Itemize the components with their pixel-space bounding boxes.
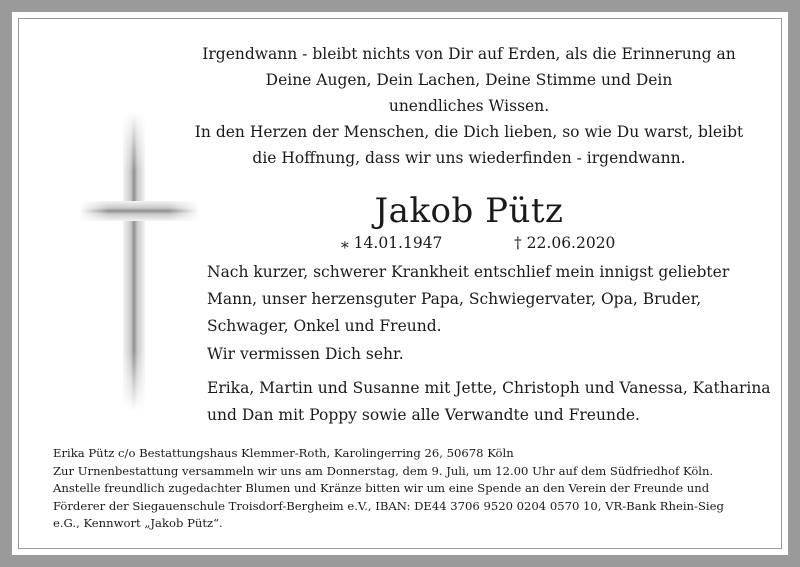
announcement-line: Mann, unser herzensguter Papa, Schwiegervater, Opa, Bruder, — [207, 290, 702, 308]
poem-line: die Hoffnung, dass wir uns wiederfinden - irgendwann. — [252, 149, 686, 167]
footer-notice — [53, 445, 793, 533]
announcement-line: Nach kurzer, schwerer Krankheit entschlief mein innigst geliebter — [207, 263, 730, 281]
mourners-line: Erika, Martin und Susanne mit Jette, Christoph und Vanessa, Katharina — [207, 379, 771, 397]
obituary-card — [18, 18, 782, 549]
poem-line: In den Herzen der Menschen, die Dich lieben, so wie Du warst, bleibt — [194, 123, 744, 141]
announcement-paragraph — [207, 259, 767, 340]
cross-icon — [79, 111, 199, 411]
poem-line: Deine Augen, Dein Lachen, Deine Stimme und Dein — [265, 71, 673, 89]
death-date: † 22.06.2020 — [514, 234, 616, 252]
poem-line: Irgendwann - bleibt nichts von Dir auf Erden, als die Erinnerung an — [202, 45, 736, 63]
farewell-text: Wir vermissen Dich sehr. — [207, 345, 404, 363]
memorial-poem — [184, 41, 754, 171]
announcement-line: Schwager, Onkel und Freund. — [207, 317, 442, 335]
farewell-line — [207, 341, 767, 368]
footer-line: e.G., Kennwort „Jakob Pütz“. — [53, 516, 223, 530]
poem-line: unendliches Wissen. — [388, 97, 550, 115]
mourners-paragraph — [207, 375, 771, 429]
deceased-name: Jakob Pütz — [374, 191, 564, 231]
footer-line: Zur Urnenbestattung versammeln wir uns am Donnerstag, dem 9. Juli, um 12.00 Uhr auf dem Südfriedhof Köln. — [53, 463, 714, 478]
birth-date: ⁎ 14.01.1947 — [341, 234, 443, 252]
footer-line: Förderer der Siegauenschule Troisdorf-Bergheim e.V., IBAN: DE44 3706 9520 0204 0570 10, VR-Bank Rhein-Sieg — [53, 498, 724, 513]
footer-line: Erika Pütz c/o Bestattungshaus Klemmer-Roth, Karolingerring 26, 50678 Köln — [53, 446, 514, 460]
frame-gap — [12, 12, 788, 555]
mourners-line: und Dan mit Poppy sowie alle Verwandte und Freunde. — [207, 406, 640, 424]
footer-line: Anstelle freundlich zugedachter Blumen und Kränze bitten wir um eine Spende an den Verein der Freunde und — [53, 481, 710, 495]
